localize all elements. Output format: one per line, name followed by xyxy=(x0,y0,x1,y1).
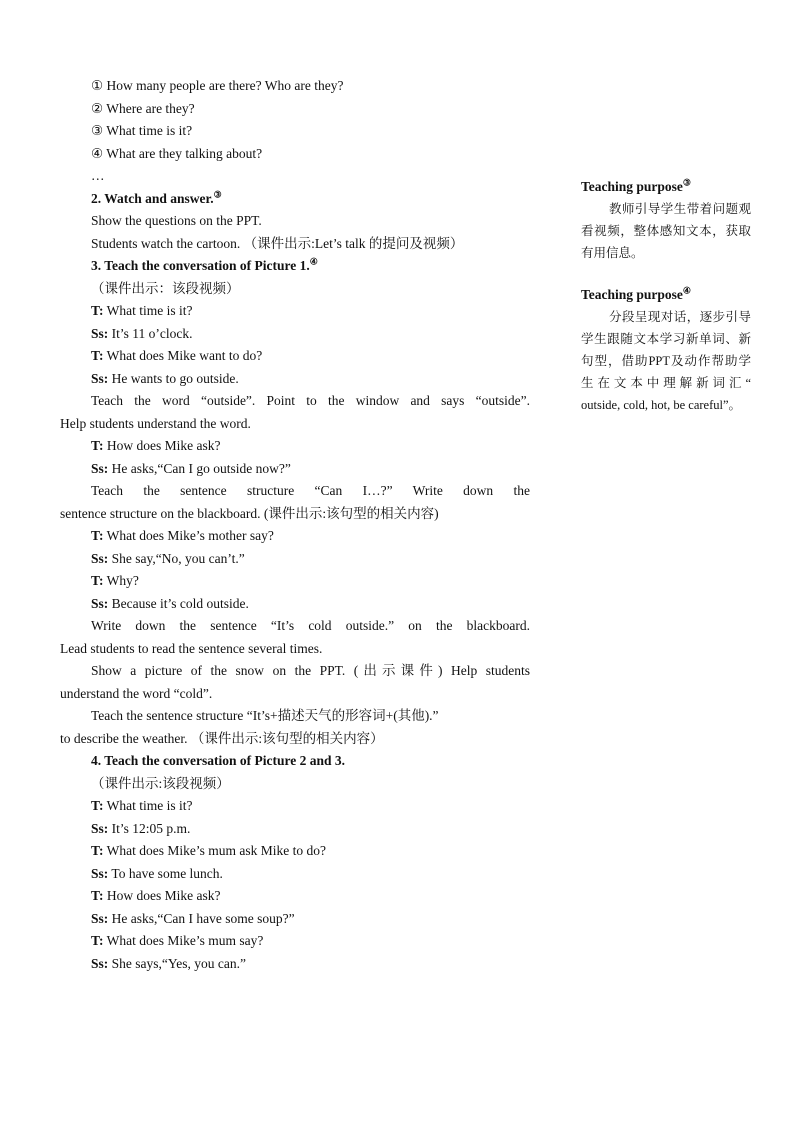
question-item: ④ What are they talking about? xyxy=(91,145,263,161)
paragraph-line: Lead students to read the sentence several times. xyxy=(60,640,323,656)
speaker: Ss: xyxy=(91,865,109,881)
utterance: What does Mike’s mother say? xyxy=(103,528,274,543)
utterance: He asks,“Can I have some soup?” xyxy=(108,910,295,926)
dialogue-line xyxy=(60,593,530,616)
utterance: How does Mike ask? xyxy=(103,438,221,453)
speaker: T: xyxy=(91,843,104,858)
dialogue-line xyxy=(60,795,530,818)
speaker: Ss: xyxy=(91,550,109,566)
teaching-purpose-body xyxy=(581,306,751,416)
utterance: What does Mike’s mum say? xyxy=(103,933,264,948)
speaker: T: xyxy=(91,348,104,363)
section-heading-picture-2-3: 4. Teach the conversation of Picture 2 and 3. xyxy=(91,753,345,768)
heading-text: Teaching purpose xyxy=(581,287,683,302)
speaker: T: xyxy=(91,798,104,813)
speaker: T: xyxy=(91,573,104,588)
paragraph-line: to describe the weather. （课件出示:该句型的相关内容） xyxy=(60,730,384,746)
speaker: Ss: xyxy=(91,325,109,341)
paragraph-line: Write down the sentence “It’s cold outside.” on the blackboard. xyxy=(91,618,530,633)
dialogue-line xyxy=(60,345,530,368)
dialogue-line xyxy=(60,908,530,931)
speaker: Ss: xyxy=(91,910,109,926)
paragraph-line: Show the questions on the PPT. xyxy=(91,213,262,228)
lesson-procedure xyxy=(60,75,530,975)
teaching-purpose-heading xyxy=(581,284,751,306)
speaker: T: xyxy=(91,438,104,453)
utterance: What time is it? xyxy=(103,303,193,318)
dialogue-line xyxy=(60,885,530,908)
utterance: Because it’s cold outside. xyxy=(108,595,249,611)
dialogue-line xyxy=(60,368,530,391)
paragraph-line: Show a picture of the snow on the PPT. (出示课件) Help students xyxy=(91,663,530,678)
utterance: It’s 12:05 p.m. xyxy=(108,820,191,836)
dialogue-line xyxy=(60,458,530,481)
dialogue-line xyxy=(60,863,530,886)
utterance: She say,“No, you can’t.” xyxy=(108,550,245,566)
footnote-mark: ③ xyxy=(682,177,691,188)
section-heading-picture-1 xyxy=(60,255,530,278)
section-title: 3. Teach the conversation of Picture 1. xyxy=(91,258,310,273)
dialogue-line xyxy=(60,300,530,323)
courseware-note: （课件出示：该段视频） xyxy=(91,280,240,296)
speaker: Ss: xyxy=(91,595,109,611)
section-heading-watch-answer xyxy=(60,188,530,211)
question-item: ② Where are they? xyxy=(91,100,195,116)
speaker: Ss: xyxy=(91,370,109,386)
utterance: What does Mike’s mum ask Mike to do? xyxy=(103,843,326,858)
dialogue-line xyxy=(60,570,530,593)
paragraph-line: sentence structure on the blackboard. (课件出示:该句型的相关内容) xyxy=(60,505,439,521)
paragraph-line: Teach the word “outside”. Point to the window and says “outside”. xyxy=(91,393,530,408)
utterance: What does Mike want to do? xyxy=(103,348,263,363)
utterance: He asks,“Can I go outside now?” xyxy=(108,460,291,476)
speaker: T: xyxy=(91,303,104,318)
footnote-mark: ④ xyxy=(682,285,691,296)
paragraph-line: understand the word “cold”. xyxy=(60,685,213,701)
paragraph-line: Teach the sentence structure “Can I…?” Write down the xyxy=(91,483,530,498)
speaker: T: xyxy=(91,888,104,903)
ellipsis: … xyxy=(91,168,105,183)
teaching-purpose-column xyxy=(581,176,751,416)
heading-text: Teaching purpose xyxy=(581,179,683,194)
utterance: Why? xyxy=(103,573,139,588)
section-title: 2. Watch and answer. xyxy=(91,190,214,206)
utterance: What time is it? xyxy=(103,798,193,813)
speaker: Ss: xyxy=(91,820,109,836)
paragraph-line: Students watch the cartoon. （课件出示:Let’s talk 的提问及视频） xyxy=(91,235,464,251)
paragraph-line: Teach the sentence structure “It’s+描述天气的形容词+(其他).” xyxy=(91,708,439,723)
question-item: ③ What time is it? xyxy=(91,123,193,138)
question-item: ① How many people are there? Who are they? xyxy=(91,78,344,93)
utterance: She says,“Yes, you can.” xyxy=(108,955,247,971)
utterance: It’s 11 o’clock. xyxy=(108,325,193,341)
dialogue-line xyxy=(60,435,530,458)
speaker: Ss: xyxy=(91,955,109,971)
footnote-mark: ③ xyxy=(213,189,222,199)
paragraph-line: Help students understand the word. xyxy=(60,415,251,431)
dialogue-line xyxy=(60,840,530,863)
dialogue-line xyxy=(60,548,530,571)
footnote-mark: ④ xyxy=(309,256,318,267)
speaker: T: xyxy=(91,528,104,543)
dialogue-line xyxy=(60,953,530,976)
dialogue-line xyxy=(60,818,530,841)
utterance: To have some lunch. xyxy=(108,865,223,881)
speaker: T: xyxy=(91,933,104,948)
utterance: He wants to go outside. xyxy=(108,370,239,386)
body-text: 分段呈现对话，逐步引导学生跟随文本学习新单词、新句型，借助PPT及动作帮助学生在文本中理解新词汇“ outside, cold, hot, be careful”。 xyxy=(581,310,751,412)
teaching-purpose-heading xyxy=(581,176,751,198)
dialogue-line xyxy=(60,930,530,953)
utterance: How does Mike ask? xyxy=(103,888,221,903)
body-text: 教师引导学生带着问题观看视频，整体感知文本，获取有用信息。 xyxy=(581,202,751,260)
dialogue-line xyxy=(60,525,530,548)
dialogue-line xyxy=(60,323,530,346)
speaker: Ss: xyxy=(91,460,109,476)
teaching-purpose-body xyxy=(581,198,751,264)
courseware-note: （课件出示:该段视频） xyxy=(91,775,230,791)
